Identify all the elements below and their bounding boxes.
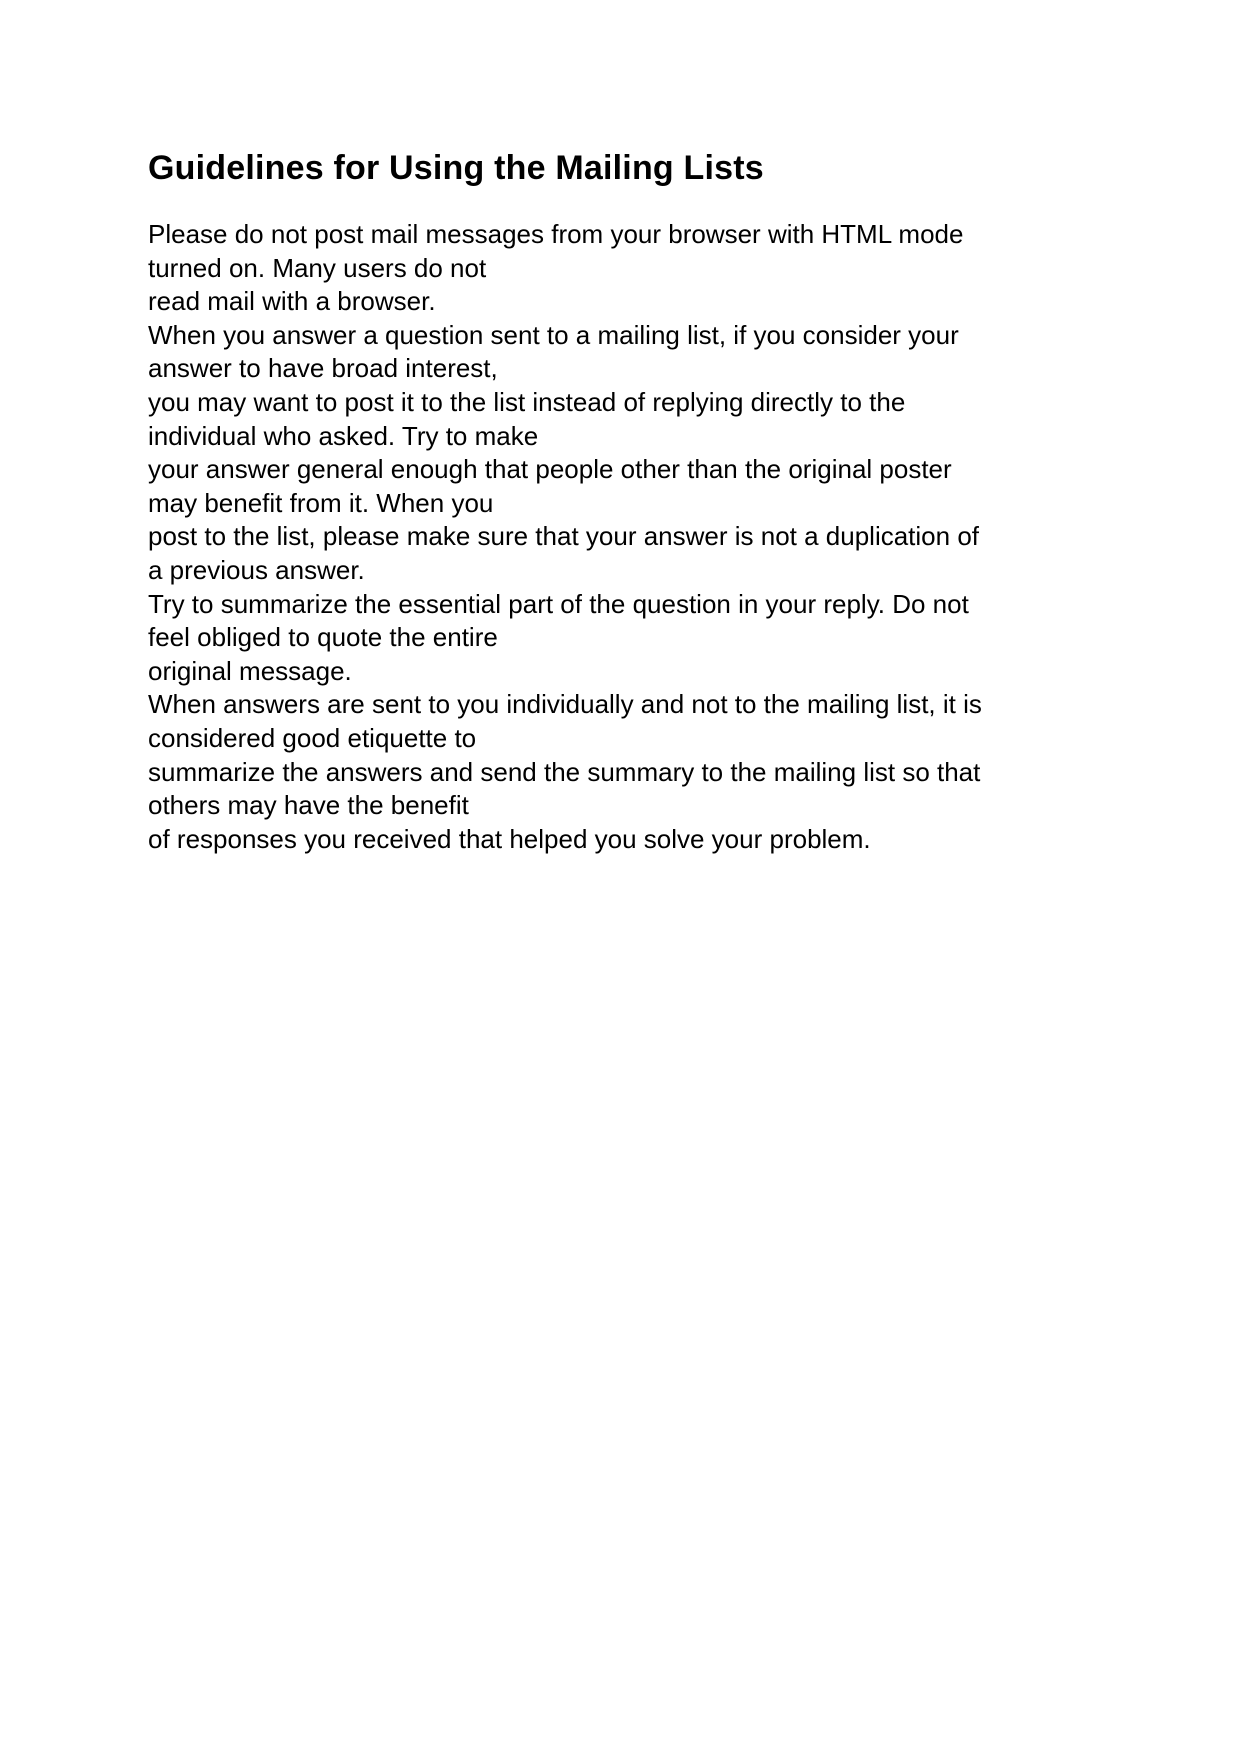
text-line: Try to summarize the essential part of the question in your reply. Do not [148, 588, 969, 619]
text-line: read mail with a browser. [148, 286, 436, 317]
text-line: considered good etiquette to [148, 722, 477, 753]
text-line: summarize the answers and send the summary to the mailing list so that [148, 756, 981, 787]
text-line: your answer general enough that people other than the original poster [148, 454, 952, 485]
text-line: you may want to post it to the list instead of replying directly to the [148, 386, 906, 417]
text-line: of responses you received that helped you solve your problem. [148, 823, 871, 854]
document-page [148, 146, 1108, 856]
text-line: When answers are sent to you individually and not to the mailing list, it is [148, 689, 982, 720]
text-line: others may have the benefit [148, 790, 469, 821]
text-line: post to the list, please make sure that your answer is not a duplication of [148, 521, 980, 552]
page-title: Guidelines for Using the Mailing Lists [148, 149, 764, 187]
text-line: Please do not post mail messages from your browser with HTML mode [148, 219, 964, 249]
text-line: answer to have broad interest, [148, 353, 498, 384]
text-line: turned on. Many users do not [148, 252, 487, 283]
text-line: may benefit from it. When you [148, 487, 494, 518]
text-line: individual who asked. Try to make [148, 420, 539, 451]
text-line: When you answer a question sent to a mailing list, if you consider your [148, 319, 959, 350]
body-text [148, 218, 1108, 856]
text-line: feel obliged to quote the entire [148, 622, 498, 653]
text-line: original message. [148, 655, 352, 686]
text-line: a previous answer. [148, 554, 365, 585]
